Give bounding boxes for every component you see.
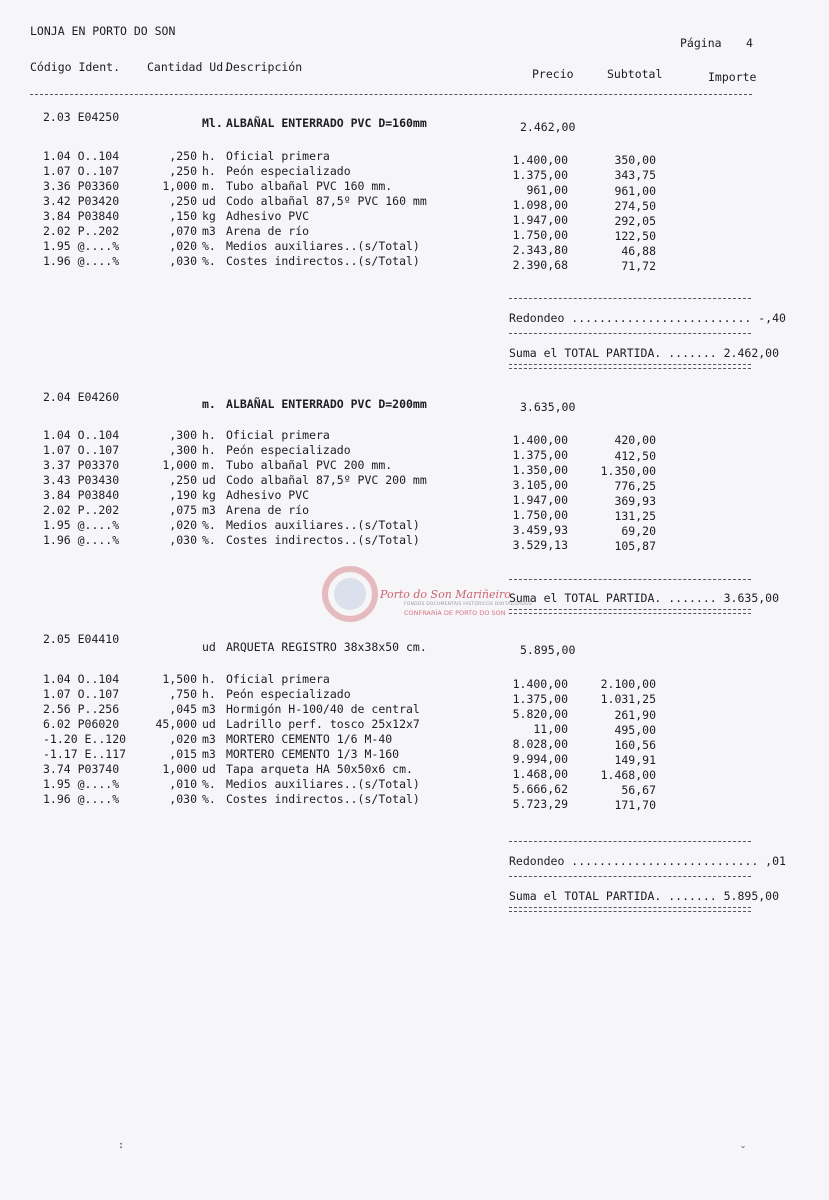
line-unit: m. [202,179,216,193]
total-double-rule [509,609,751,614]
line-subtotal: 961,00 [614,184,656,198]
line-unit: kg [202,209,216,223]
line-price: 3.459,93 [512,523,568,537]
line-code: 3.37 P03370 [43,458,120,472]
line-unit: ud [202,194,216,208]
line-subtotal: 369,93 [614,494,656,508]
line-subtotal: 261,90 [614,708,656,722]
line-subtotal: 160,56 [614,738,656,752]
line-qty: ,030 [169,533,197,547]
line-subtotal: 776,25 [614,479,656,493]
line-code: 6.02 P06020 [43,717,120,731]
line-price: 1.375,00 [512,692,568,706]
line-code: 1.07 O..107 [43,443,120,457]
line-unit: %. [202,518,216,532]
line-price: 3.529,13 [512,538,568,552]
col-header-code: Código Ident. [30,60,121,74]
rounding-line: Redondeo .......................... -,40 [509,311,786,325]
lifebuoy-ring-icon [322,566,378,622]
line-qty: 1,000 [162,179,197,193]
line-desc: Codo albañal 87,5º PVC 160 mm [226,194,427,208]
line-unit: %. [202,792,216,806]
line-qty: 45,000 [155,717,197,731]
line-price: 1.375,00 [512,448,568,462]
line-desc: Medios auxiliares..(s/Total) [226,518,420,532]
line-unit: %. [202,777,216,791]
line-qty: ,250 [169,473,197,487]
line-qty: ,190 [169,488,197,502]
line-unit: h. [202,672,216,686]
line-desc: Costes indirectos..(s/Total) [226,254,420,268]
col-header-subtotal: Subtotal [607,67,663,81]
line-desc: Arena de río [226,224,310,238]
line-price: 2.343,80 [512,243,568,257]
line-subtotal: 350,00 [614,153,656,167]
partida-total: Suma el TOTAL PARTIDA. ....... 3.635,00 [509,591,780,605]
line-subtotal: 274,50 [614,199,656,213]
line-desc: Adhesivo PVC [226,209,310,223]
line-code: 3.74 P03740 [43,762,120,776]
line-subtotal: 46,88 [621,244,656,258]
line-qty: ,070 [169,224,197,238]
line-qty: ,020 [169,732,197,746]
col-header-description: Descripción [226,60,303,74]
line-unit: h. [202,687,216,701]
section-unit: Ml. [202,116,223,130]
line-qty: ,030 [169,792,197,806]
section-unit: m. [202,397,216,411]
line-desc: Medios auxiliares..(s/Total) [226,239,420,253]
line-code: 3.42 P03420 [43,194,120,208]
total-double-rule [509,907,751,912]
line-price: 3.105,00 [512,478,568,492]
section-price: 3.635,00 [520,400,576,414]
line-qty: ,300 [169,443,197,457]
line-desc: Tubo albañal PVC 200 mm. [226,458,393,472]
line-price: 1.947,00 [512,493,568,507]
line-code: -1.17 E..117 [43,747,127,761]
line-price: 2.390,68 [512,258,568,272]
line-code: 1.96 @....% [43,792,120,806]
line-price: 1.350,00 [512,463,568,477]
section-code: 2.03 E04250 [43,110,120,124]
rounding-divider [509,298,751,299]
section-price: 2.462,00 [520,120,576,134]
line-code: 2.02 P..202 [43,224,120,238]
line-code: 3.36 P03360 [43,179,120,193]
total-double-rule [509,364,751,369]
line-qty: ,250 [169,194,197,208]
line-unit: m. [202,458,216,472]
line-code: 1.07 O..107 [43,687,120,701]
line-unit: ud [202,473,216,487]
line-qty: ,075 [169,503,197,517]
line-unit: ud [202,717,216,731]
line-qty: 1,500 [162,672,197,686]
line-price: 5.723,29 [512,797,568,811]
line-qty: ,150 [169,209,197,223]
line-subtotal: 420,00 [614,433,656,447]
line-subtotal: 1.468,00 [600,768,656,782]
line-desc: Costes indirectos..(s/Total) [226,533,420,547]
line-unit: h. [202,443,216,457]
line-unit: h. [202,164,216,178]
line-qty: 1,000 [162,458,197,472]
line-price: 1.947,00 [512,213,568,227]
section-description: ARQUETA REGISTRO 38x38x50 cm. [226,640,427,654]
line-code: 3.43 P03430 [43,473,120,487]
line-subtotal: 171,70 [614,798,656,812]
line-price: 1.400,00 [512,153,568,167]
line-desc: Codo albañal 87,5º PVC 200 mm [226,473,427,487]
header-divider [30,94,752,95]
line-price: 1.400,00 [512,677,568,691]
line-unit: m3 [202,503,216,517]
line-desc: Peón especializado [226,164,351,178]
col-header-amount: Importe [708,70,757,84]
line-qty: ,250 [169,164,197,178]
line-price: 1.468,00 [512,767,568,781]
line-desc: Oficial primera [226,428,330,442]
watermark-brand: Porto do Son Mariñeiro [380,588,511,601]
line-price: 961,00 [526,183,568,197]
line-code: 1.96 @....% [43,533,120,547]
line-code: 1.95 @....% [43,239,120,253]
line-code: -1.20 E..120 [43,732,127,746]
section-description: ALBAÑAL ENTERRADO PVC D=160mm [226,116,427,130]
project-title: LONJA EN PORTO DO SON [30,24,176,38]
line-price: 5.666,62 [512,782,568,796]
line-subtotal: 131,25 [614,509,656,523]
page-label: Página [680,36,722,50]
line-qty: ,015 [169,747,197,761]
line-subtotal: 1.031,25 [600,692,656,706]
line-qty: ,010 [169,777,197,791]
watermark-subtitle: FONDOS DOCUMENTAIS HISTÓRICOS DIXITALIZADOS [404,602,532,607]
line-code: 1.04 O..104 [43,149,120,163]
line-subtotal: 495,00 [614,723,656,737]
scan-speck-icon: ˘ [740,1146,747,1157]
line-subtotal: 2.100,00 [600,677,656,691]
line-price: 1.375,00 [512,168,568,182]
section-code: 2.05 E04410 [43,632,120,646]
col-header-qty-unit: Cantidad Ud. [147,60,231,74]
line-subtotal: 71,72 [621,259,656,273]
line-unit: ud [202,762,216,776]
line-unit: h. [202,428,216,442]
line-price: 1.750,00 [512,508,568,522]
line-unit: %. [202,254,216,268]
line-qty: ,045 [169,702,197,716]
scan-speck-icon: : [118,1140,125,1151]
line-subtotal: 292,05 [614,214,656,228]
rounding-divider [509,841,751,842]
line-desc: Oficial primera [226,672,330,686]
line-code: 1.04 O..104 [43,672,120,686]
total-divider [509,876,751,877]
rounding-line: Redondeo ........................... ,01 [509,854,786,868]
line-desc: Tapa arqueta HA 50x50x6 cm. [226,762,413,776]
line-unit: m3 [202,702,216,716]
line-desc: Adhesivo PVC [226,488,310,502]
line-qty: ,020 [169,518,197,532]
line-desc: Oficial primera [226,149,330,163]
line-qty: ,250 [169,149,197,163]
line-qty: ,030 [169,254,197,268]
line-code: 1.95 @....% [43,777,120,791]
line-price: 1.400,00 [512,433,568,447]
line-code: 2.02 P..202 [43,503,120,517]
line-desc: Hormigón H-100/40 de central [226,702,420,716]
line-subtotal: 343,75 [614,168,656,182]
line-subtotal: 149,91 [614,753,656,767]
line-subtotal: 69,20 [621,524,656,538]
partida-total: Suma el TOTAL PARTIDA. ....... 5.895,00 [509,889,780,903]
watermark-org: CONFRARÍA DE PORTO DO SON [404,609,506,617]
line-price: 11,00 [533,722,568,736]
total-divider [509,333,751,334]
line-unit: m3 [202,747,216,761]
page-number: 4 [746,36,753,50]
section-code: 2.04 E04260 [43,390,120,404]
line-code: 3.84 P03840 [43,209,120,223]
line-qty: ,300 [169,428,197,442]
line-price: 8.028,00 [512,737,568,751]
line-code: 1.04 O..104 [43,428,120,442]
line-subtotal: 122,50 [614,229,656,243]
line-unit: m3 [202,732,216,746]
line-desc: Peón especializado [226,443,351,457]
line-unit: m3 [202,224,216,238]
line-subtotal: 56,67 [621,783,656,797]
line-desc: Peón especializado [226,687,351,701]
line-unit: h. [202,149,216,163]
line-subtotal: 412,50 [614,449,656,463]
line-code: 1.95 @....% [43,518,120,532]
line-price: 1.098,00 [512,198,568,212]
line-qty: ,020 [169,239,197,253]
line-code: 2.56 P..256 [43,702,120,716]
line-price: 9.994,00 [512,752,568,766]
line-code: 1.07 O..107 [43,164,120,178]
line-desc: MORTERO CEMENTO 1/3 M-160 [226,747,400,761]
line-desc: Tubo albañal PVC 160 mm. [226,179,393,193]
line-qty: 1,000 [162,762,197,776]
partida-total: Suma el TOTAL PARTIDA. ....... 2.462,00 [509,346,780,360]
total-divider [509,579,751,580]
line-subtotal: 1.350,00 [600,464,656,478]
col-header-price: Precio [532,67,574,81]
line-desc: Costes indirectos..(s/Total) [226,792,420,806]
line-unit: kg [202,488,216,502]
line-code: 3.84 P03840 [43,488,120,502]
line-desc: Arena de río [226,503,310,517]
line-desc: Medios auxiliares..(s/Total) [226,777,420,791]
line-desc: Ladrillo perf. tosco 25x12x7 [226,717,420,731]
line-price: 1.750,00 [512,228,568,242]
section-description: ALBAÑAL ENTERRADO PVC D=200mm [226,397,427,411]
line-unit: %. [202,533,216,547]
line-subtotal: 105,87 [614,539,656,553]
section-unit: ud [202,640,216,654]
line-desc: MORTERO CEMENTO 1/6 M-40 [226,732,393,746]
line-unit: %. [202,239,216,253]
line-qty: ,750 [169,687,197,701]
line-code: 1.96 @....% [43,254,120,268]
section-price: 5.895,00 [520,643,576,657]
line-price: 5.820,00 [512,707,568,721]
